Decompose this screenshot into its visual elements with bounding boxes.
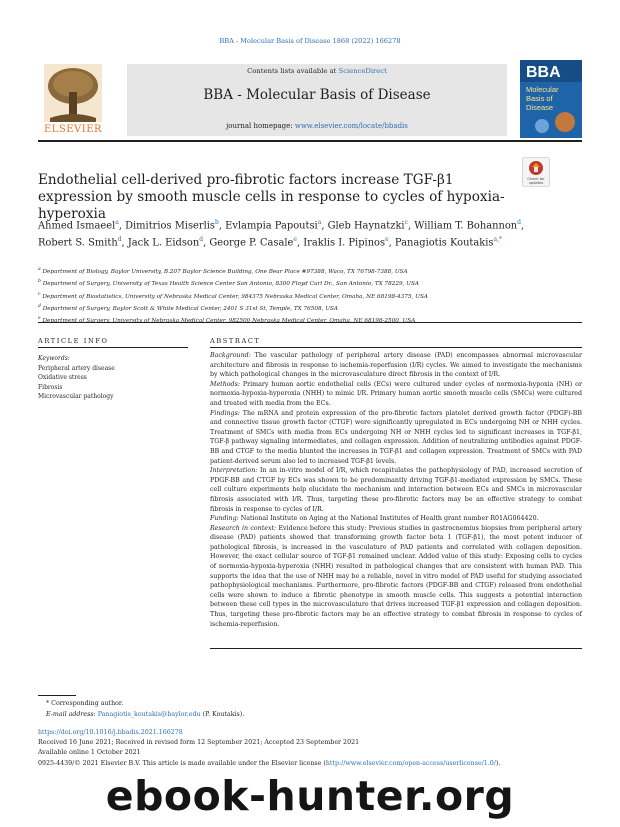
received-dates: Received 16 June 2021; Received in revised form 12 September 2021; Accepted 23 September 2021 [38, 739, 360, 747]
journal-citation[interactable]: BBA - Molecular Basis of Disease 1868 (2022) 166278 [219, 37, 401, 45]
abstract-body [210, 351, 582, 629]
journal-homepage: journal homepage: www.elsevier.com/locate/bbadis [226, 122, 408, 130]
author-affiliation-marker[interactable]: c [404, 219, 408, 226]
license-line: 0925-4439/© 2021 Elsevier B.V. This article is made available under the Elsevier license (http://www.elsevier.com/open-access/userlicense/1.0/). [38, 759, 501, 767]
available-online: Available online 1 October 2021 [38, 749, 141, 757]
contents-line: Contents lists available at ScienceDirect [247, 67, 387, 75]
author-name[interactable]: Robert S. Smith [38, 237, 118, 249]
section-divider [38, 322, 582, 323]
journal-cover[interactable] [520, 60, 582, 138]
article-info-rule [38, 347, 188, 348]
license-link[interactable]: http://www.elsevier.com/open-access/userlicense/1.0/ [325, 759, 496, 767]
masthead-rule [38, 140, 582, 142]
article-info-heading: ARTICLE INFO [38, 337, 109, 345]
author-affiliation-marker[interactable]: d [517, 219, 521, 226]
affiliations [38, 265, 598, 326]
author-name[interactable]: Evlampia Papoutsi [225, 220, 318, 232]
author-name[interactable]: Iraklis I. Pipinos [303, 237, 386, 249]
email-line: E-mail address: Panagiotis_koutakis@baylor.edu (P. Koutakis). [46, 710, 245, 718]
doi-link[interactable]: https://doi.org/10.1016/j.bbadis.2021.166278 [38, 729, 183, 736]
author-affiliation-marker[interactable]: d [117, 235, 122, 243]
keyword: Oxidative stress [38, 374, 87, 382]
abstract-section: Background: The vascular pathology of peripheral artery disease (PAD) encompasses abnormal microvascular architecture and fibrosis in response to ischemia-reperfusion (I/R) cycles. We aimed to investigate the mechanisms by which pathological changes in the microvasculature direct fibrosis in the context of I/R. [210, 352, 582, 379]
abstract-rule [210, 347, 582, 348]
author-name[interactable]: Panagiotis Koutakis [394, 237, 494, 249]
svg-text:Molecular: Molecular [526, 85, 559, 94]
abstract-section: Methods: Primary human aortic endothelial cells (ECs) were cultured under cycles of normoxia-hypoxia (NH) or normoxia-hypoxia-hyperoxia (NHH) to mimic I/R. Primary human aortic smooth muscle cells (SMCs) were cultured and treated with media from the ECs. [210, 380, 582, 407]
author-name[interactable]: Jack L. Eidson [127, 237, 200, 249]
check-for-updates-icon[interactable] [522, 157, 550, 187]
affiliation-line: $^d$ Department of Surgery, Baylor Scott & White Medical Center, 2401 S 31st St, Temple, TX 76508, USA [38, 303, 339, 312]
author-name[interactable]: Dimitrios Miserlis [125, 220, 215, 232]
elsevier-wordmark: ELSEVIER [43, 124, 103, 135]
svg-text:BBA: BBA [526, 64, 561, 81]
abstract-section: Funding: National Institute on Aging at the National Institutes of Health grant number R01AG064420. [210, 515, 539, 523]
keywords-label: Keywords: [38, 355, 70, 362]
affiliation-line: $^a$ Department of Biology, Baylor University, B.207 Baylor Science Building, One Bear Place #97388, Waco, TX 76798-7388, USA [38, 267, 408, 275]
author-affiliation-marker[interactable]: b [214, 219, 219, 226]
author-list: Ahmed Ismaeel$^a$, Dimitrios Miserlis$^b$, Evlampia Papoutsi$^a$, Gleb Haynatzki$^c$, William T. Bohannon$^d$, Robert S. Smith$^d$, Jack L. Eidson$^d$, George P. Casale$^e$, Iraklis I. Pipinos$^e$, Panagiotis Koutakis$^{a,*}$ [38, 219, 525, 249]
article-title: Endothelial cell-derived pro-fibrotic factors increase TGF-β1 expression by smooth muscle cells in response to cycles of hypoxia-hyperoxia [38, 172, 505, 222]
abstract-heading: ABSTRACT [210, 337, 261, 345]
watermark: ebook-hunter.org [105, 772, 515, 820]
footnote-rule [38, 695, 76, 696]
keywords-block [38, 354, 188, 402]
keyword: Microvascular pathology [38, 393, 114, 401]
author-name[interactable]: Ahmed Ismaeel [38, 220, 116, 232]
abstract-end-rule [210, 648, 582, 649]
affiliation-line: $^b$ Department of Surgery, University of Texas Health Science Center San Antonio, 8300 Floyd Curl Dr., San Antonio, TX 78229, USA [38, 279, 419, 288]
author-name[interactable]: Gleb Haynatzki [327, 220, 405, 232]
svg-text:updates: updates [528, 181, 544, 185]
footnote [46, 699, 546, 720]
abstract-section: Findings: The mRNA and protein expression of the pro-fibrotic factors platelet derived growth factor (PDGF)-BB and connective tissue growth factor (CTGF) were significantly upregulated in ECs undergoing NH or NHH cycles. Treatment of SMCs with media from ECs undergoing NH or NHH cycles led to significant increases in TGF-β1, TGF-β pathway signaling intermediates, and collagen expression. Addition of neutralizing antibodies against PDGF-BB and CTGF to the media blunted the increases in TGF-β1 and collagen expression. Treatment of SMCs with PAD patient-derived serum also led to increased TGF-β1 levels. [210, 409, 582, 465]
author-name[interactable]: William T. Bohannon [414, 220, 518, 232]
keyword: Peripheral artery disease [38, 364, 115, 372]
keyword: Fibrosis [38, 383, 63, 391]
publication-info [38, 728, 598, 769]
author-name[interactable]: George P. Casale [209, 237, 294, 249]
sciencedirect-link[interactable]: ScienceDirect [338, 67, 387, 75]
svg-text:Check for: Check for [527, 177, 545, 181]
email-link[interactable]: Panagiotis_koutakis@baylor.edu [97, 710, 201, 718]
abstract-section: Research in context: Evidence before this study: Previous studies in gastrocnemius biopsies from peripheral artery disease (PAD) patients showed that transforming growth factor beta 1 (TGF-β1), the most potent inducer of pathological fibrosis, is increased in the vasculature of PAD patients and correlated with collagen deposition. However, the exact cellular source of TGF-β1 remained unclear. Added value of this study: Exposing cells to cycles of normoxia-hypoxia-hyperoxia (NHH) resulted in pathological changes that are consistent with human PAD. This supports the idea that the use of NHH may be a reliable, novel in vitro model of PAD useful for studying associated pathophysiological mechanisms. Furthermore, pro-fibrotic factors (PDGF-BB and CTGF) released from endothelial cells were shown to induce a fibrotic phenotype in smooth muscle cells. This suggests a potential interaction between these cell types in the microvasculature that drives increased TGF-β1 expression and collagen deposition. Thus, targeting these pro-fibrotic factors may be an effective strategy to combat fibrosis in response to cycles of ischemia-reperfusion. [210, 524, 582, 628]
homepage-link[interactable]: www.elsevier.com/locate/bbadis [294, 122, 408, 130]
author-affiliation-marker[interactable]: a,* [493, 235, 502, 243]
author-affiliation-marker[interactable]: a [317, 219, 322, 226]
svg-text:Basis of: Basis of [526, 94, 553, 103]
svg-text:Disease: Disease [526, 103, 554, 112]
affiliation-line: $^c$ Department of Biostatistics, University of Nebraska Medical Center, 984375 Nebraska Medical Center, Omaha, NE 68198-4375, USA [38, 291, 428, 300]
corresponding-author-note: * Corresponding author. [46, 700, 124, 707]
journal-name: BBA - Molecular Basis of Disease [203, 87, 431, 103]
affiliation-line: $^e$ Department of Surgery, University of Nebraska Medical Center, 982500 Nebraska Medical Center, Omaha, NE 68198-2500, USA [38, 316, 416, 325]
author-affiliation-marker[interactable]: e [385, 235, 389, 243]
author-affiliation-marker[interactable]: d [199, 235, 204, 243]
author-affiliation-marker[interactable]: e [293, 235, 297, 243]
abstract-section: Interpretation: In an in-vitro model of I/R, which recapitulates the pathophysiology of PAD, increased secretion of PDGF-BB and CTGF by ECs was shown to be predominantly driving TGF-β1-mediated expression by SMCs. These cell culture experiments help elucidate the mechanism and interaction between ECs and SMCs in microvascular fibrosis associated with I/R. Thus, targeting these pro-fibrotic factors may be an effective strategy to combat fibrosis in response to cycles of I/R. [210, 467, 582, 513]
author-affiliation-marker[interactable]: a [115, 219, 119, 226]
